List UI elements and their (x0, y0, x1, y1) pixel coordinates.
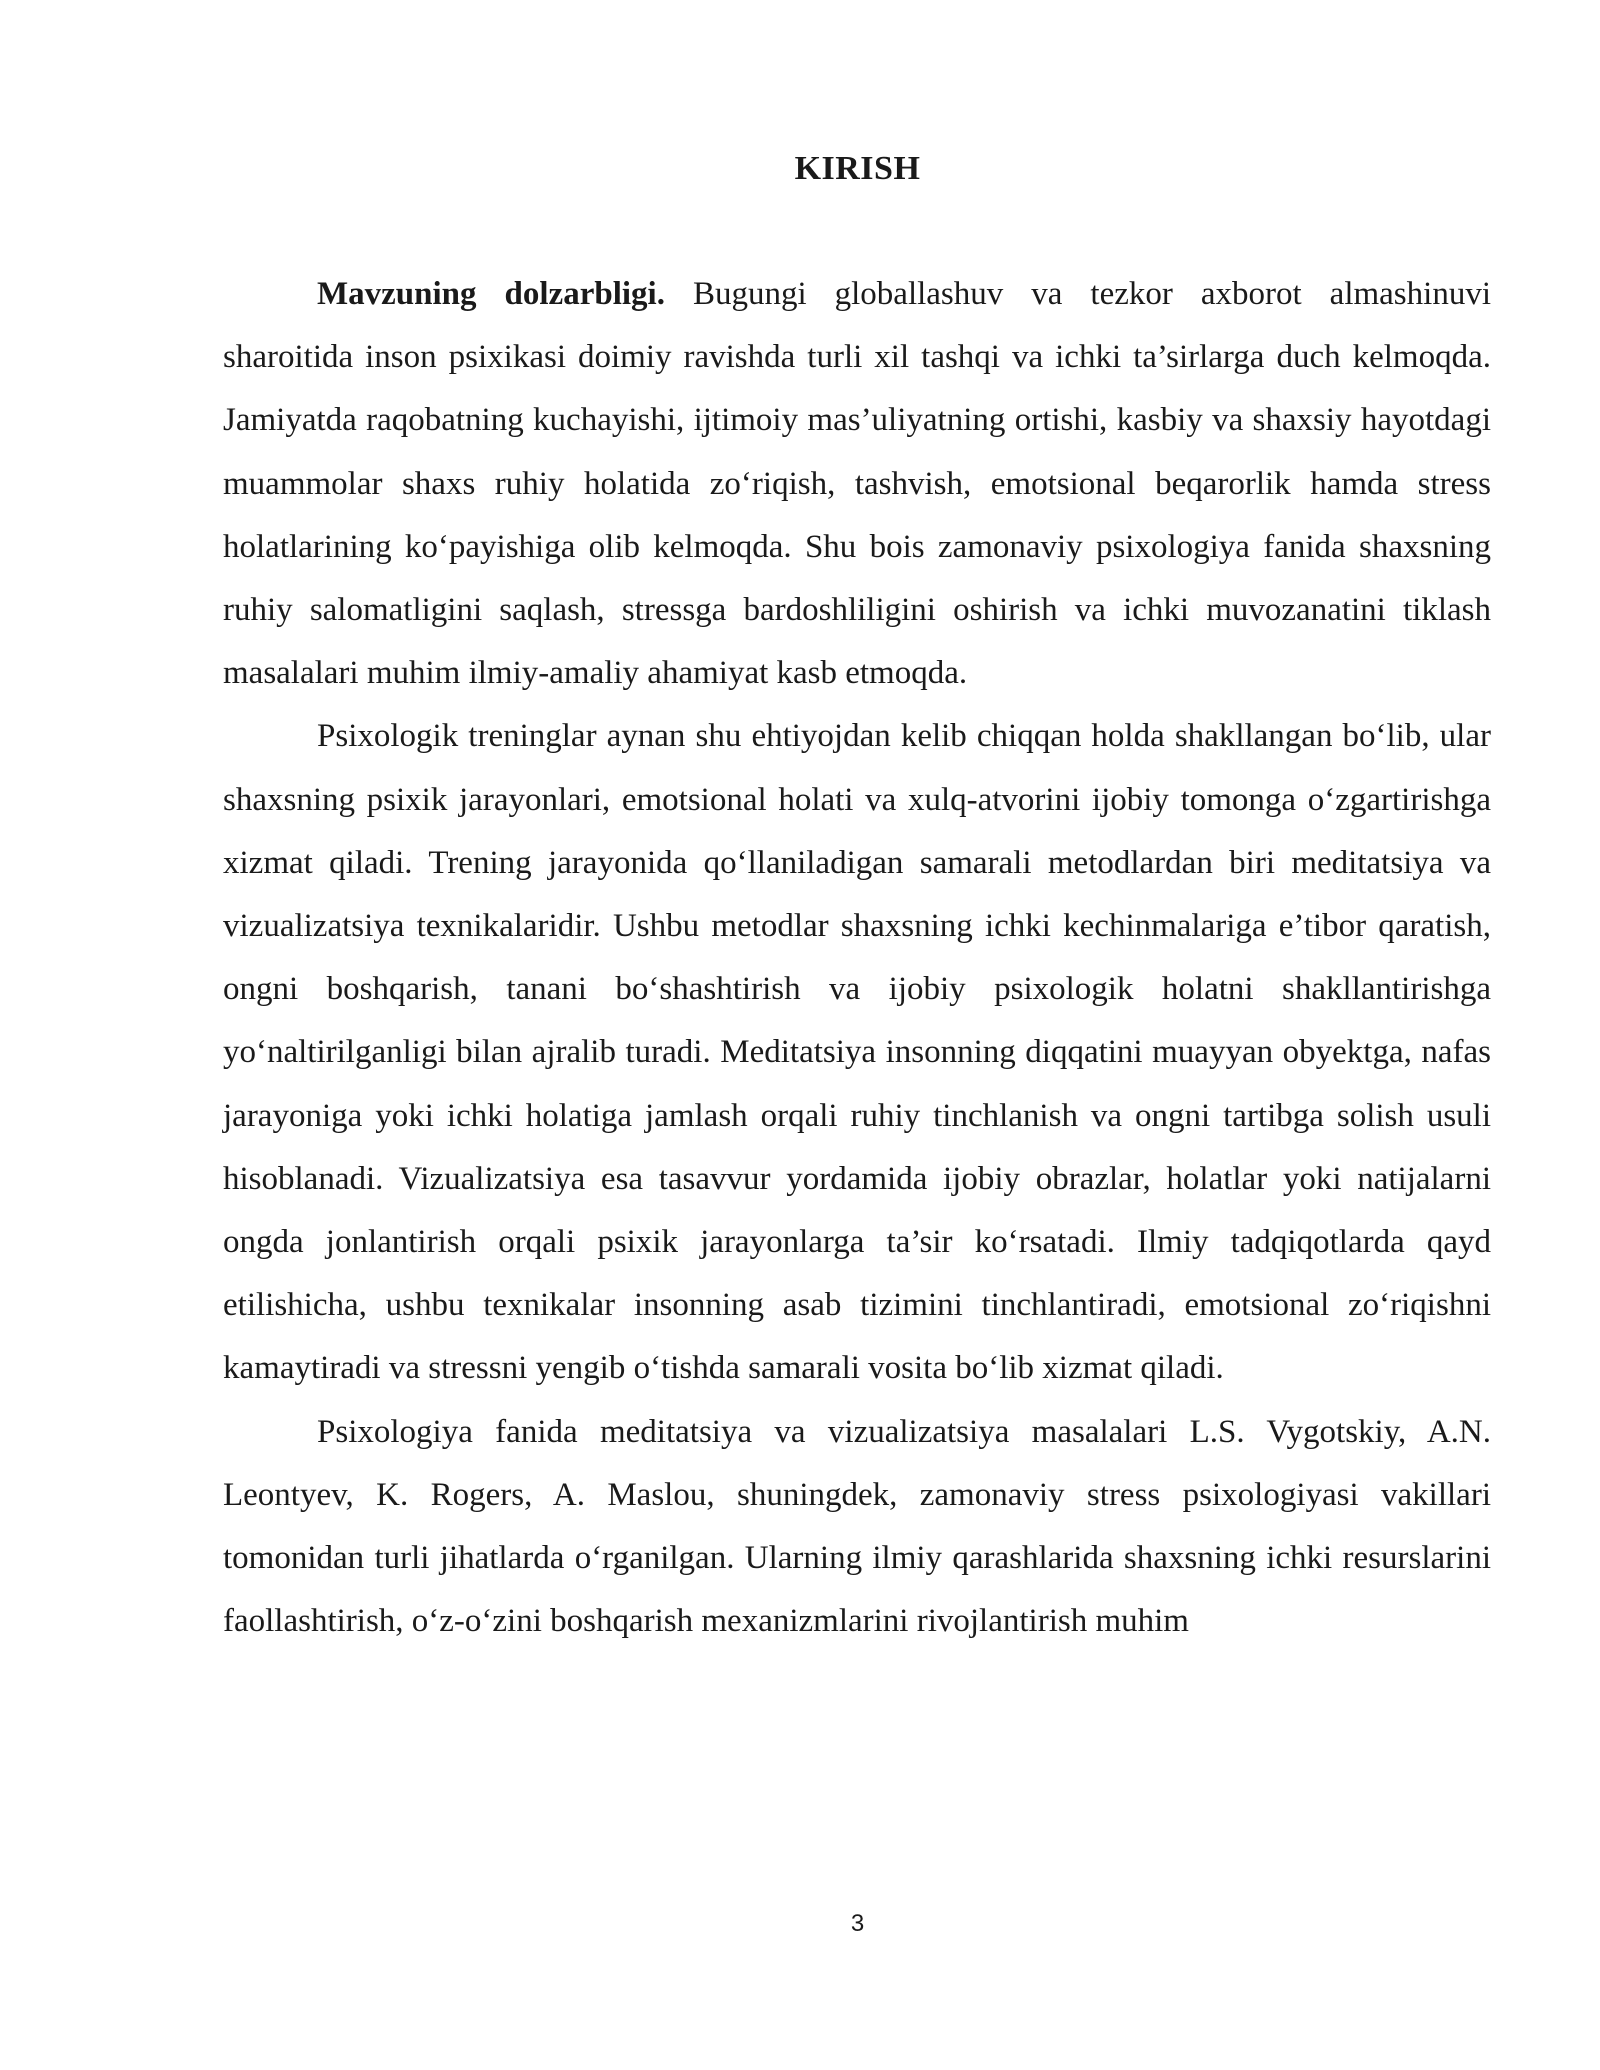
paragraph-literature: Psixologiya fanida meditatsiya va vizualizatsiya masalalari L.S. Vygotskiy, A.N. Leontyev, K. Rogers, A. Maslou, shuningdek, zamonaviy stress psixologiyasi vakillari tomonidan turli jihatlarda o‘rganilgan. Ularning ilmiy qarashlarida shaxsning ichki resurslarini faollashtirish, o‘z-o‘zini boshqarish mexanizmlarini rivojlantirish muhim (223, 1413, 1491, 1640)
paragraph-trainings: Psixologik treninglar aynan shu ehtiyojdan kelib chiqqan holda shakllangan bo‘lib, ular shaxsning psixik jarayonlari, emotsional holati va xulq-atvorini ijobiy tomonga o‘zgartirishga xizmat qiladi. Trening jarayonida qo‘llaniladigan samarali metodlardan biri meditatsiya va vizualizatsiya texnikalaridir. Ushbu metodlar shaxsning ichki kechinmalariga e’tibor qaratish, ongni boshqarish, tanani bo‘shashtirish va ijobiy psixologik holatni shakllantirishga yo‘naltirilganligi bilan ajralib turadi. Meditatsiya insonning diqqatini muayyan obyektga, nafas jarayoniga yoki ichki holatiga jamlash orqali ruhiy tinchlanish va ongni tartibga solish usuli hisoblanadi. Vizualizatsiya esa tasavvur yordamida ijobiy obrazlar, holatlar yoki natijalarni ongda jonlantirish orqali psixik jarayonlarga ta’sir ko‘rsatadi. Ilmiy tadqiqotlarda qayd etilishicha, ushbu texnikalar insonning asab tizimini tinchlantiradi, emotsional zo‘riqishni kamaytiradi va stressni yengib o‘tishda samarali vosita bo‘lib xizmat qiladi. (223, 718, 1491, 1387)
page-heading: KIRISH (794, 150, 921, 187)
paragraph-text: Bugungi globallashuv va tezkor axborot almashinuvi sharoitida inson psixikasi doimiy ravishda turli xil tashqi va ichki ta’sirlarga duch kelmoqda. Jamiyatda raqobatning kuchayishi, ijtimoiy mas’uliyatning ortishi, kasbiy va shaxsiy hayotdagi muammolar shaxs ruhiy holatida zo‘riqish, tashvish, emotsional beqarorlik hamda stress holatlarining ko‘payishiga olib kelmoqda. Shu bois zamonaviy psixologiya fanida shaxsning ruhiy salomatligini saqlash, stressga bardoshliligini oshirish va ichki muvozanatini tiklash masalalari muhim ilmiy-amaliy ahamiyat kasb etmoqda. (223, 276, 1491, 692)
page-number: 3 (850, 1910, 865, 1937)
paragraph-relevance (223, 263, 1491, 705)
paragraph-lead: Mavzuning dolzarbligi. (317, 276, 665, 312)
body-text (223, 263, 1491, 1653)
